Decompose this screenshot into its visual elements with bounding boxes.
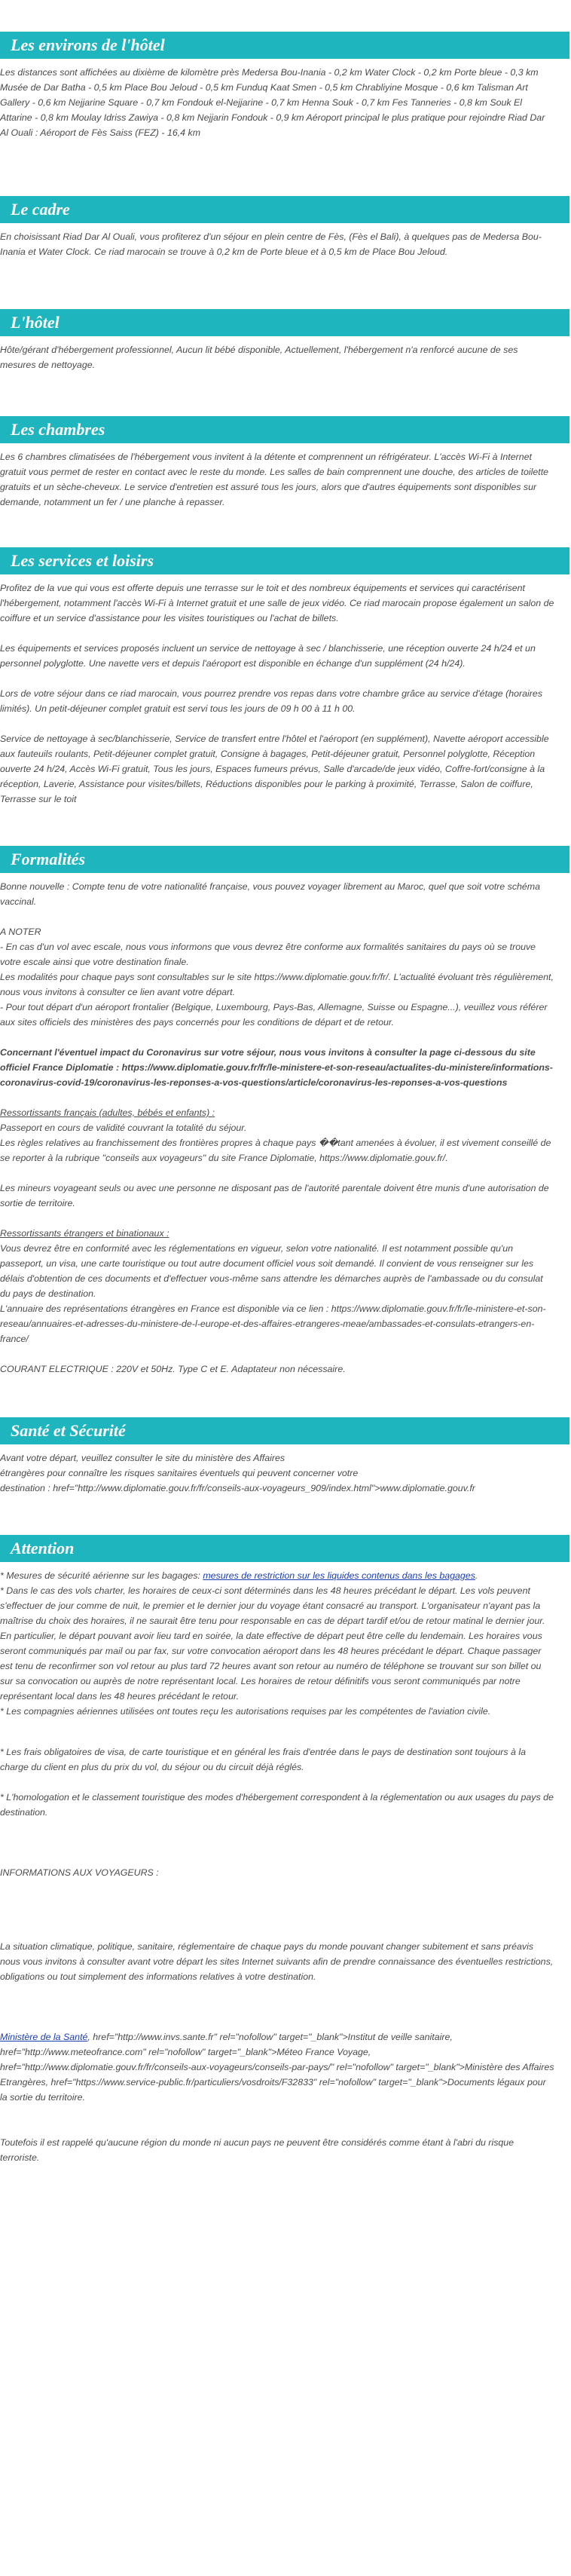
- attention-security: [0, 1568, 556, 1583]
- formalites-french-line: Les règles relatives au franchissement des frontières propres à chaque pays ��tant amenées à évoluer, il est vivement conseillé de se reporter à la rubrique "conseils aux voyageurs" du site France Diplomatie, https://www.diplomatie.gouv.fr/.: [0, 1138, 554, 1163]
- formalites-note-line: - En cas d'un vol avec escale, nous vous informons que vous devrez être conforme aux formalités sanitaires du pays où se trouve votre escale ainsi que votre destination finale.: [0, 942, 539, 967]
- section-heading-chambres: Les chambres: [0, 416, 569, 443]
- services-paragraph-4: Service de nettoyage à sec/blanchisserie, Service de transfert entre l'hôtel et l'aéroport (en supplément), Navette aéroport accessible aux fauteuils roulants, Petit-déjeuner complet gratuit, Consigne à bagages, Petit-déjeuner gratuit, Personnel polyglotte, Réception ouverte 24 h/24, Accès Wi-Fi gratuit, Tous les jours, Espaces fumeurs prévus, Salle d'arcade/de jeux vidéo, Coffre-fort/consigne à la réception, Laverie, Assistance pour visites/billets, Réductions disponibles pour le parking à proximité, Terrasse, Salon de coiffure, Terrasse sur le toit: [0, 734, 552, 804]
- services-paragraph-1: Profitez de la vue qui vous est offerte depuis une terrasse sur le toit et des nombreux équipements et services qui caractérisent l'hébergement, notamment l'accès Wi-Fi à Internet gratuit et une salle de jeux vidéo. Ce riad marocain propose également un salon de coiffure et un service d'assistance pour les visites touristiques ou l'achat de billets.: [0, 583, 557, 623]
- formalites-minors: Les mineurs voyageant seuls ou avec une personne ne disposant pas de l'autorité parentale doivent être munis d'une autorisation de sortie de territoire.: [0, 1183, 552, 1208]
- sante-line: destination : href="http://www.diplomatie.gouv.fr/fr/conseils-aux-voyageurs_909/index.html">www.diplomatie.gouv.fr: [0, 1483, 475, 1493]
- hotel-text: Hôte/gérant d'hébergement professionnel, Aucun lit bébé disponible, Actuellement, l'hébergement n'a renforcé aucune de ses mesures de nettoyage.: [0, 345, 521, 370]
- attention-security-prefix: * Mesures de sécurité aérienne sur les bagages:: [0, 1570, 203, 1581]
- section-formalites: [0, 846, 556, 1377]
- formalites-french-heading: Ressortissants français (adultes, bébés et enfants) :: [0, 1107, 215, 1118]
- formalites-foreign-line: Vous devrez être en conformité avec les réglementations en vigueur, selon votre nationalité. Il est notamment possible qu'un passeport, un visa, une carte touristique ou tout autre document officiel vous soit demandé. Il convient de vous renseigner sur les délais d'obtention de ces documents et d'effectuer vous-même sans attendre les démarches auprès de l'ambassade ou du consulat du pays de destination.: [0, 1243, 546, 1299]
- section-heading-environs: Les environs de l'hôtel: [0, 32, 569, 59]
- sante-line: Avant votre départ, veuillez consulter le site du ministère des Affaires: [0, 1453, 286, 1463]
- section-heading-hotel: L'hôtel: [0, 309, 569, 336]
- formalites-coronavirus-notice: Concernant l'éventuel impact du Coronavirus sur votre séjour, nous vous invitons à consulter la page ci-dessous du site officiel France Diplomatie : https://www.diplomatie.gouv.fr/fr/le-ministere-et-son-reseau/actualites-du-ministere/informations-coronavirus-covid-19/coronavirus-les-reponses-a-vos-questions/article/coronavirus-les-reponses-a-vos-questions: [0, 1047, 553, 1088]
- services-paragraph-2: Les équipements et services proposés incluent un service de nettoyage à sec / blanchisserie, une réception ouverte 24 h/24 et un personnel polyglotte. Une navette vers et depuis l'aéroport est disponible en échange d'un supplément (24 h/24).: [0, 643, 539, 669]
- attention-ministry-links: [0, 2029, 556, 2105]
- formalites-foreign-line: L'annuaire des représentations étrangères en France est disponible via ce lien : https://www.diplomatie.gouv.fr/fr/le-ministere-et-son-reseau/annuaires-et-adresses-du-ministere-de-l-europe-et-des-affaires-etrangeres-meae/ambassades-et-consulats-etrangers-en-france/: [0, 1303, 546, 1344]
- section-environs: [0, 0, 556, 140]
- formalites-intro: Bonne nouvelle : Compte tenu de votre nationalité française, vous pouvez voyager librement au Maroc, quel que soit votre schéma vaccinal.: [0, 881, 543, 907]
- sante-line: étrangères pour connaître les risques sanitaires éventuels qui peuvent concerner votre: [0, 1468, 359, 1478]
- formalites-foreign-heading: Ressortissants étrangers et binationaux :: [0, 1228, 169, 1239]
- section-chambres: [0, 407, 556, 510]
- attention-ministry-rest: , href="http://www.invs.sante.fr" rel="nofollow" target="_blank">Institut de veille sanitaire, href="http://www.meteofrance.com" rel="nofollow" target="_blank">Méteo France Voyage, href="http://www.diplomatie.gouv.fr/fr/conseils-aux-voyageurs/conseils-par-pays/" rel="nofollow" target="_blank">Ministère des Affaires Etrangères, href="https://www.service-public.fr/particuliers/vosdroits/F32833" rel="nofollow" target="_blank">Documents légaux pour la sortie du territoire.: [0, 2032, 557, 2103]
- section-hotel: [0, 294, 556, 372]
- ministry-health-link[interactable]: Ministère de la Santé: [0, 2032, 88, 2042]
- attention-situation: La situation climatique, politique, sanitaire, réglementaire de chaque pays du monde pouvant changer subitement et sans préavis nous vous invitons à consulter avant votre départ les sites Internet suivants afin de prendre connaissance des éventuelles restrictions, obligations ou tout simplement des informations relatives à votre destination.: [0, 1941, 554, 1982]
- section-attention: [0, 1535, 556, 2165]
- section-heading-sante: Santé et Sécurité: [0, 1417, 569, 1444]
- cadre-text: En choisissant Riad Dar Al Ouali, vous profiterez d'un séjour en plein centre de Fès, (Fès el Bali), à quelques pas de Medersa Bou-Inania et Water Clock. Ce riad marocain se trouve à 0,2 km de Porte bleue et à 0,5 km de Place Bou Jeloud.: [0, 231, 542, 257]
- environs-text: Les distances sont affichées au dixième de kilomètre près Medersa Bou-Inania - 0,2 km Water Clock - 0,2 km Porte bleue - 0,3 km Musée de Dar Batha - 0,5 km Place Bou Jeloud - 0,5 km Funduq Kaat Smen - 0,5 km Chrabliyine Mosque - 0,6 km Talisman Art Gallery - 0,6 km Nejjarine Square - 0,7 km Fondouk el-Nejjarine - 0,7 km Henna Souk - 0,7 km Fes Tanneries - 0,8 km Souk El Attarine - 0,8 km Moulay Idriss Zawiya - 0,8 km Nejjarin Fondouk - 0,9 km Aéroport principal le plus pratique pour rejoindre Riad Dar Al Ouali : Aéroport de Fès Saiss (FEZ) - 16,4 km: [0, 67, 548, 138]
- section-heading-services: Les services et loisirs: [0, 547, 569, 574]
- section-services: [0, 544, 556, 807]
- section-cadre: [0, 175, 556, 259]
- formalites-note-line: - Pour tout départ d'un aéroport frontalier (Belgique, Luxembourg, Pays-Bas, Allemagne, Suisse ou Espagne...), veuillez vous référer aux sites officiels des ministères des pays concernés pour les conditions de départ et de retour.: [0, 1002, 550, 1028]
- liquid-restrictions-link[interactable]: mesures de restriction sur les liquides contenus dans les bagages: [203, 1570, 475, 1581]
- attention-companies: * Les compagnies aériennes utilisées ont toutes reçu les autorisations requises par les compétentes de l'aviation civile.: [0, 1706, 491, 1717]
- formalites-note-line: Les modalités pour chaque pays sont consultables sur le site https://www.diplomatie.gouv.fr/fr/. L'actualité évoluant très régulièrement, nous vous invitons à consulter ce lien avant votre départ.: [0, 972, 557, 997]
- section-sante: [0, 1417, 556, 1496]
- chambres-text: Les 6 chambres climatisées de l'hébergement vous invitent à la détente et comprennent un réfrigérateur. L'accès Wi-Fi à Internet gratuit vous permet de rester en contact avec le reste du monde. Les salles de bain comprennent une douche, des articles de toilette gratuits et un sèche-cheveux. Le service d'entretien est assuré tous les jours, alors que d'autres équipements sont disponibles sur demande, notamment un fer / une planche à repasser.: [0, 452, 551, 507]
- attention-schedule: * Dans le cas des vols charter, les horaires de ceux-ci sont déterminés dans les 48 heures précédant le départ. Les vols peuvent s'effectuer de jour comme de nuit, le premier et le dernier jour du voyage étant consacré au transport. L'organisateur n'ayant pas la maîtrise du choix des horaires, il ne saurait être tenu pour responsable en cas de départ tardif et/ou de retour matinal le dernier jour. En particulier, le départ pouvant avoir lieu tard en soirée, la date effective de départ peut être celle du lendemain. Les horaires vous seront communiqués par mail ou par fax, sur votre convocation aéroport dans les 48 heures précédant le départ. Chaque passager est tenu de reconfirmer son vol retour au plus tard 72 heures avant son retour au numéro de téléphone se trouvant sur son billet ou sur sa convocation ou auprès de notre représentant local. Les horaires de retour définitifs vous seront communiqués par notre représentant local dans les 48 heures précédant le retour.: [0, 1585, 548, 1702]
- attention-fees: * Les frais obligatoires de visa, de carte touristique et en général les frais d'entrée dans le pays de destination sont toujours à la charge du client en plus du prix du vol, du séjour ou du circuit déjà réglés.: [0, 1747, 529, 1772]
- services-paragraph-3: Lors de votre séjour dans ce riad marocain, vous pourrez prendre vos repas dans votre chambre grâce au service d'étage (horaires limités). Un petit-déjeuner complet gratuit est servi tous les jours de 09 h 00 à 11 h 00.: [0, 688, 545, 714]
- formalites-note-title: A NOTER: [0, 927, 41, 937]
- section-heading-cadre: Le cadre: [0, 196, 569, 223]
- attention-security-suffix: .: [475, 1570, 478, 1581]
- formalites-french-line: Passeport en cours de validité couvrant la totalité du séjour.: [0, 1123, 247, 1133]
- attention-info-heading: INFORMATIONS AUX VOYAGEURS :: [0, 1867, 159, 1878]
- attention-terror: Toutefois il est rappelé qu'aucune région du monde ni aucun pays ne peuvent être considérés comme étant à l'abri du risque terroriste.: [0, 2137, 517, 2163]
- section-heading-formalites: Formalités: [0, 846, 569, 873]
- section-heading-attention: Attention: [0, 1535, 569, 1562]
- attention-rating: * L'homologation et le classement touristique des modes d'hébergement correspondent à la réglementation ou aux usages du pays de destination.: [0, 1792, 557, 1818]
- formalites-electric-current: COURANT ELECTRIQUE : 220V et 50Hz. Type C et E. Adaptateur non nécessaire.: [0, 1364, 346, 1374]
